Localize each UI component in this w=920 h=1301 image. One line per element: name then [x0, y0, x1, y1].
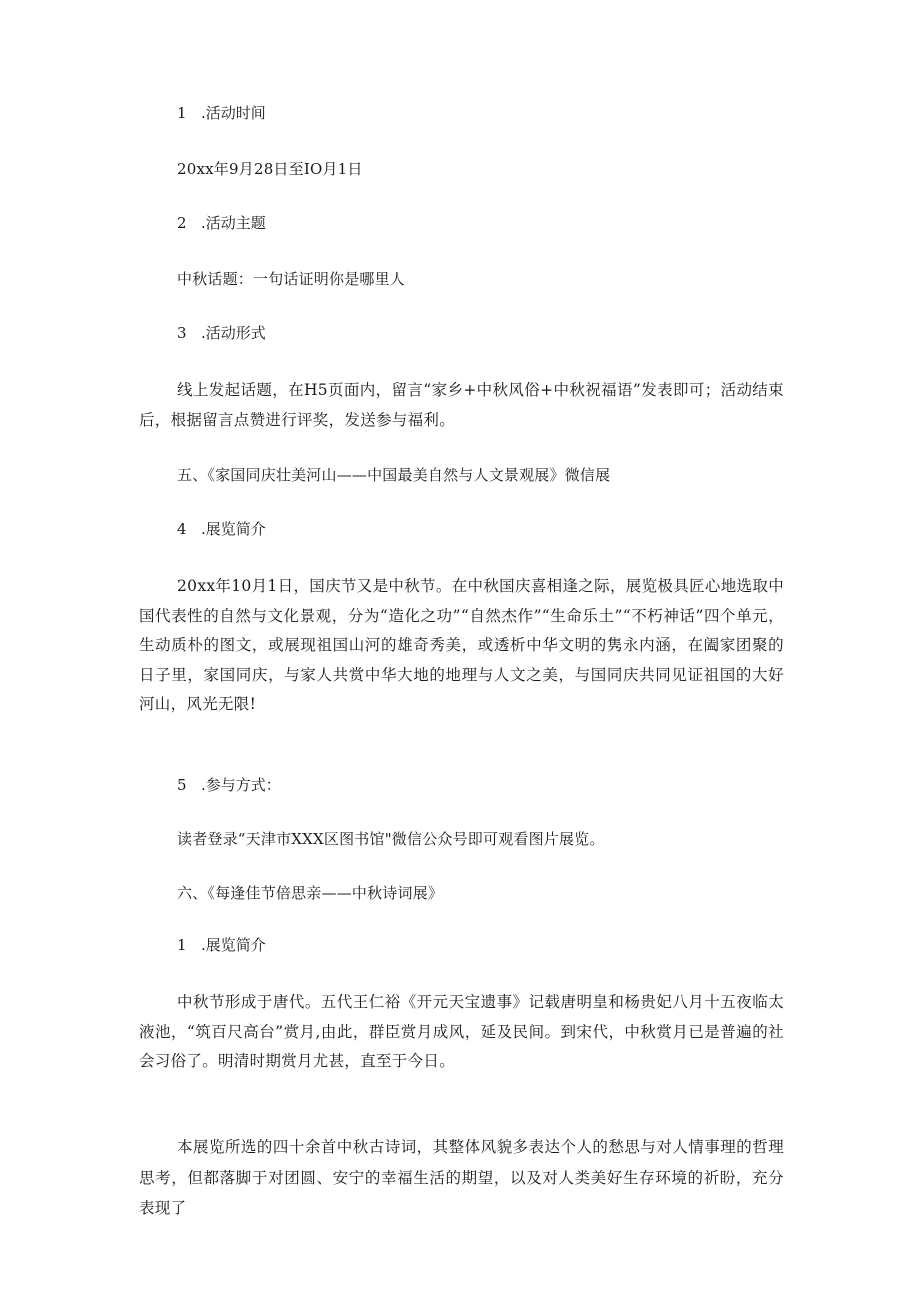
list-heading: .展览简介: [201, 520, 266, 538]
activity-date-range: 20xx年9月28日至IO月1日: [177, 160, 363, 178]
list-number: 1: [177, 936, 187, 954]
poetry-exhibit-paragraph: 本展览所选的四十余首中秋古诗词，其整体风貌多表达个人的愁思与对人情事理的哲理思考，但都落脚于对团圆、安宁的幸福生活的期望，以及对人类美好生存环境的祈盼，充分表现了: [139, 1138, 784, 1217]
list-item-activity-time: [177, 104, 266, 123]
list-heading: .活动形式: [201, 324, 266, 342]
activity-theme-text: 中秋话题：一句话证明你是哪里人: [177, 270, 406, 288]
list-number: 3: [177, 324, 187, 342]
list-number: 5: [177, 776, 187, 794]
list-item-activity-form: [177, 324, 266, 343]
mid-autumn-history-paragraph: 中秋节形成于唐代。五代王仁裕《开元天宝遗事》记载唐明皇和杨贵妃八月十五夜临太液池，“筑百尺高台”赏月,由此，群臣赏月成风，延及民间。到宋代，中秋赏月已是普遍的社会习俗了。明清时期赏月尤甚，直至于今日。: [139, 993, 784, 1070]
section-six-title: 六、《每逢佳节倍思亲——中秋诗词展》: [177, 884, 444, 902]
list-number: 2: [177, 214, 187, 232]
list-heading: .活动时间: [201, 104, 266, 122]
exhibit-intro-paragraph: 20xx年10月1日，国庆节又是中秋节。在中秋国庆喜相逢之际，展览极具匠心地选取中国代表性的自然与文化景观，分为“造化之功”“自然杰作”“生命乐土”“不朽神话”四个单元，生动质朴的图文，或展现祖国山河的雄奇秀美，或透析中华文明的隽永内涵，在阖家团聚的日子里，家国同庆，与家人共赏中华大地的地理与人文之美，与国同庆共同见证祖国的大好河山，风光无限!: [139, 577, 784, 713]
list-item-activity-theme: [177, 214, 266, 233]
list-heading: .参与方式：: [201, 776, 281, 794]
list-item-exhibit-intro: [177, 520, 266, 539]
participation-text: 读者登录“天津市XXX区图书馆"微信公众号即可观看图片展览。: [177, 830, 605, 848]
section-five-title: 五、《家国同庆壮美河山——中国最美自然与人文景观展》微信展: [177, 466, 611, 484]
list-item-poetry-intro: [177, 936, 266, 955]
list-heading: .展览简介: [201, 936, 266, 954]
activity-form-paragraph: 线上发起话题，在H5页面内，留言“家乡+中秋风俗+中秋祝福语”发表即可；活动结束后，根据留言点赞进行评奖，发送参与福利。: [139, 381, 784, 429]
list-item-participation: [177, 776, 281, 795]
list-number: 1: [177, 104, 187, 122]
list-heading: .活动主题: [201, 214, 266, 232]
list-number: 4: [177, 520, 187, 538]
